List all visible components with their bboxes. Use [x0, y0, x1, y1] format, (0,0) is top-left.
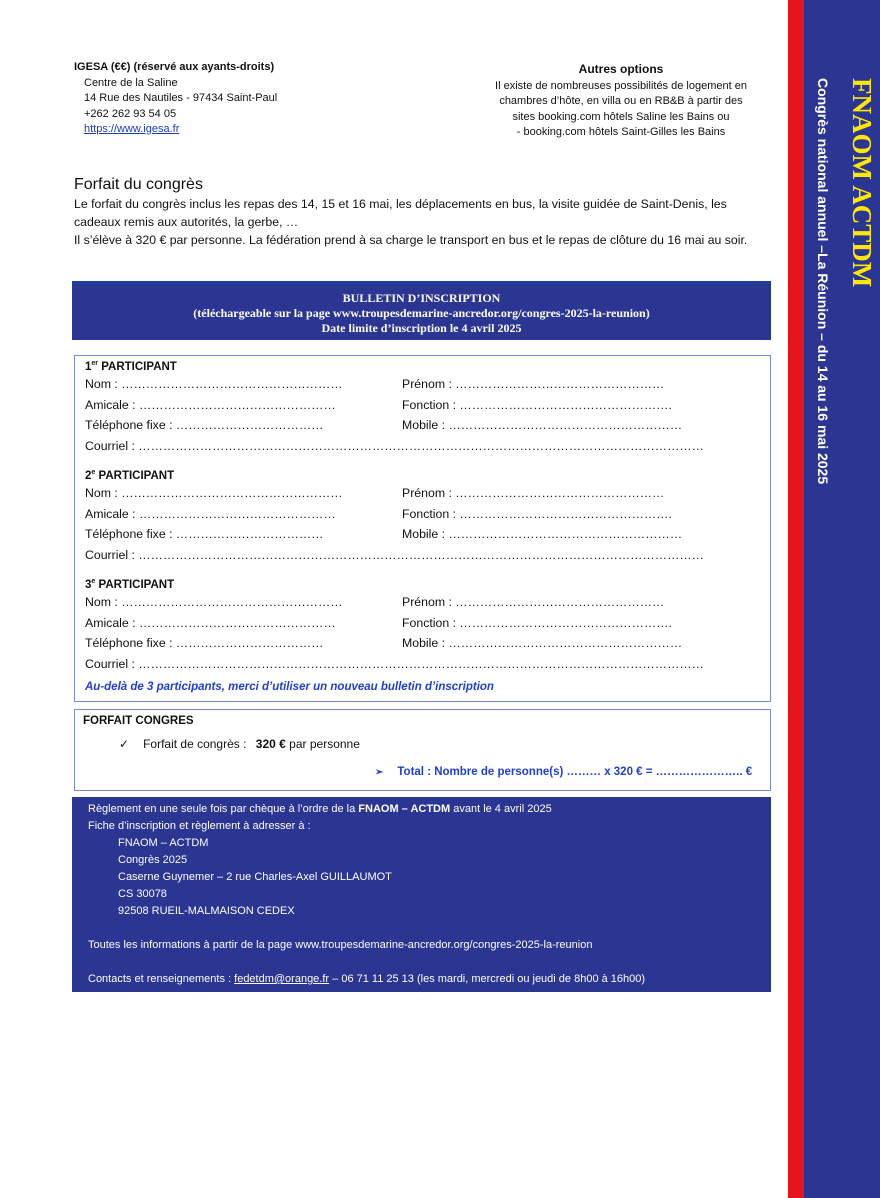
banner-subtitle: Congrès national annuel –La Réunion – du 14 au 16 mai 2025: [815, 78, 831, 485]
forfait-title: Forfait du congrès: [74, 176, 203, 193]
forfait-item-label: Forfait de congrès :: [143, 737, 247, 751]
telephone-field[interactable]: Téléphone fixe : ………………………………: [85, 418, 324, 432]
participant-title: 1er PARTICIPANT: [85, 360, 177, 373]
participant-title: 3e PARTICIPANT: [85, 578, 175, 591]
autres-line1: Il existe de nombreuses possibilités de logement en: [495, 79, 747, 92]
forfait-congres-title: FORFAIT CONGRES: [83, 715, 194, 727]
check-icon: ✓: [119, 737, 130, 751]
forfait-total-text[interactable]: Total : Nombre de personne(s) ……… x 320 € = ………………….. €: [397, 766, 753, 778]
participant-section-3: [85, 578, 755, 677]
banner-title: FNAOM ACTDM: [847, 78, 877, 288]
forfait-para2: Il s’élève à 320 € par personne. La fédération prend à sa charge le transport en bus et le repas de clôture du 16 mai au soir.: [74, 233, 748, 247]
nom-field[interactable]: Nom : ………………………………………………: [85, 486, 343, 500]
forfait-congres-box: [74, 709, 771, 791]
participants-box: [74, 355, 771, 702]
participant-title: 2e PARTICIPANT: [85, 469, 175, 482]
courriel-field[interactable]: Courriel : …………………………………………………………………………………………………………………………: [85, 438, 704, 453]
reglement-line2: Fiche d’inscription et règlement à adresser à :: [88, 820, 311, 832]
forfait-item-price: 320 €: [255, 737, 286, 751]
mobile-field[interactable]: Mobile : …………………………………………………: [402, 527, 683, 541]
telephone-field[interactable]: Téléphone fixe : ………………………………: [85, 527, 324, 541]
fonction-field[interactable]: Fonction : …………………………………………….: [402, 615, 672, 630]
banner-red-stripe: [788, 0, 804, 1198]
courriel-field[interactable]: Courriel : …………………………………………………………………………………………………………………………: [85, 547, 704, 562]
amicale-field[interactable]: Amicale : …………………………………………: [85, 615, 336, 630]
participants-note: Au-delà de 3 participants, merci d’utiliser un nouveau bulletin d’inscription: [85, 681, 494, 693]
amicale-field[interactable]: Amicale : …………………………………………: [85, 397, 336, 412]
bulletin-title: BULLETIN D’INSCRIPTION: [342, 291, 501, 305]
autres-title: Autres options: [578, 62, 664, 76]
participant-section-1: [85, 360, 755, 459]
address-line4: CS 30078: [118, 888, 167, 900]
igesa-block: [74, 60, 277, 138]
address-line1: FNAOM – ACTDM: [118, 837, 209, 849]
autres-line4: - booking.com hôtels Saint-Gilles les Bains: [516, 126, 726, 138]
courriel-field[interactable]: Courriel : …………………………………………………………………………………………………………………………: [85, 656, 704, 671]
arrow-bullet-icon: ➢: [375, 767, 384, 778]
autres-options-block: [470, 62, 772, 141]
forfait-total: [375, 766, 752, 778]
forfait-text: [74, 195, 764, 249]
address-line3: Caserne Guynemer – 2 rue Charles-Axel GUILLAUMOT: [118, 871, 392, 883]
participant-section-2: [85, 469, 755, 568]
igesa-line2: 14 Rue des Nautiles - 97434 Saint-Paul: [84, 92, 278, 104]
autres-line3: sites booking.com hôtels Saline les Bains ou: [512, 110, 730, 123]
contact-email-link[interactable]: fedetdm@orange.fr: [234, 973, 330, 985]
nom-field[interactable]: Nom : ………………………………………………: [85, 595, 343, 609]
bulletin-download: (téléchargeable sur la page www.troupesdemarine-ancredor.org/congres-2025-la-reunion): [193, 306, 650, 320]
forfait-item: [119, 737, 360, 751]
prenom-field[interactable]: Prénom : ……………………………………………: [402, 486, 665, 500]
igesa-line1: Centre de la Saline: [84, 76, 178, 89]
forfait-para1: Le forfait du congrès inclus les repas des 14, 15 et 16 mai, les déplacements en bus, la visite guidée de Saint-Denis, les cadeaux remis aux autorités, la gerbe, …: [74, 197, 727, 229]
fonction-field[interactable]: Fonction : …………………………………………….: [402, 397, 672, 412]
fonction-field[interactable]: Fonction : …………………………………………….: [402, 506, 672, 521]
address-line5: 92508 RUEIL-MALMAISON CEDEX: [118, 905, 295, 917]
igesa-title: IGESA (€€) (réservé aux ayants-droits): [74, 61, 275, 73]
prenom-field[interactable]: Prénom : ……………………………………………: [402, 377, 665, 391]
bulletin-header: [72, 281, 771, 340]
amicale-field[interactable]: Amicale : …………………………………………: [85, 506, 336, 521]
forfait-item-suffix: par personne: [289, 737, 360, 751]
prenom-field[interactable]: Prénom : ……………………………………………: [402, 595, 665, 609]
nom-field[interactable]: Nom : ………………………………………………: [85, 377, 343, 391]
telephone-field[interactable]: Téléphone fixe : ………………………………: [85, 636, 324, 650]
info-line: Toutes les informations à partir de la page www.troupesdemarine-ancredor.org/congres-2025-la-reunion: [88, 939, 593, 951]
contact-line: Contacts et renseignements : fedetdm@orange.fr – 06 71 11 25 13 (les mardi, mercredi ou jeudi de 8h00 à 16h00): [88, 973, 646, 985]
mobile-field[interactable]: Mobile : …………………………………………………: [402, 418, 683, 432]
reglement-line1: Règlement en une seule fois par chèque à l’ordre de la FNAOM – ACTDM avant le 4 avril 2025: [88, 803, 552, 815]
autres-line2: chambres d’hôte, en villa ou en RB&B à partir des: [499, 95, 743, 107]
address-line2: Congrès 2025: [118, 854, 188, 866]
reglement-box: [72, 797, 771, 992]
igesa-phone: +262 262 93 54 05: [84, 107, 177, 120]
igesa-link[interactable]: https://www.igesa.fr: [84, 123, 180, 135]
bulletin-deadline: Date limite d’inscription le 4 avril 2025: [321, 321, 522, 335]
mobile-field[interactable]: Mobile : …………………………………………………: [402, 636, 683, 650]
